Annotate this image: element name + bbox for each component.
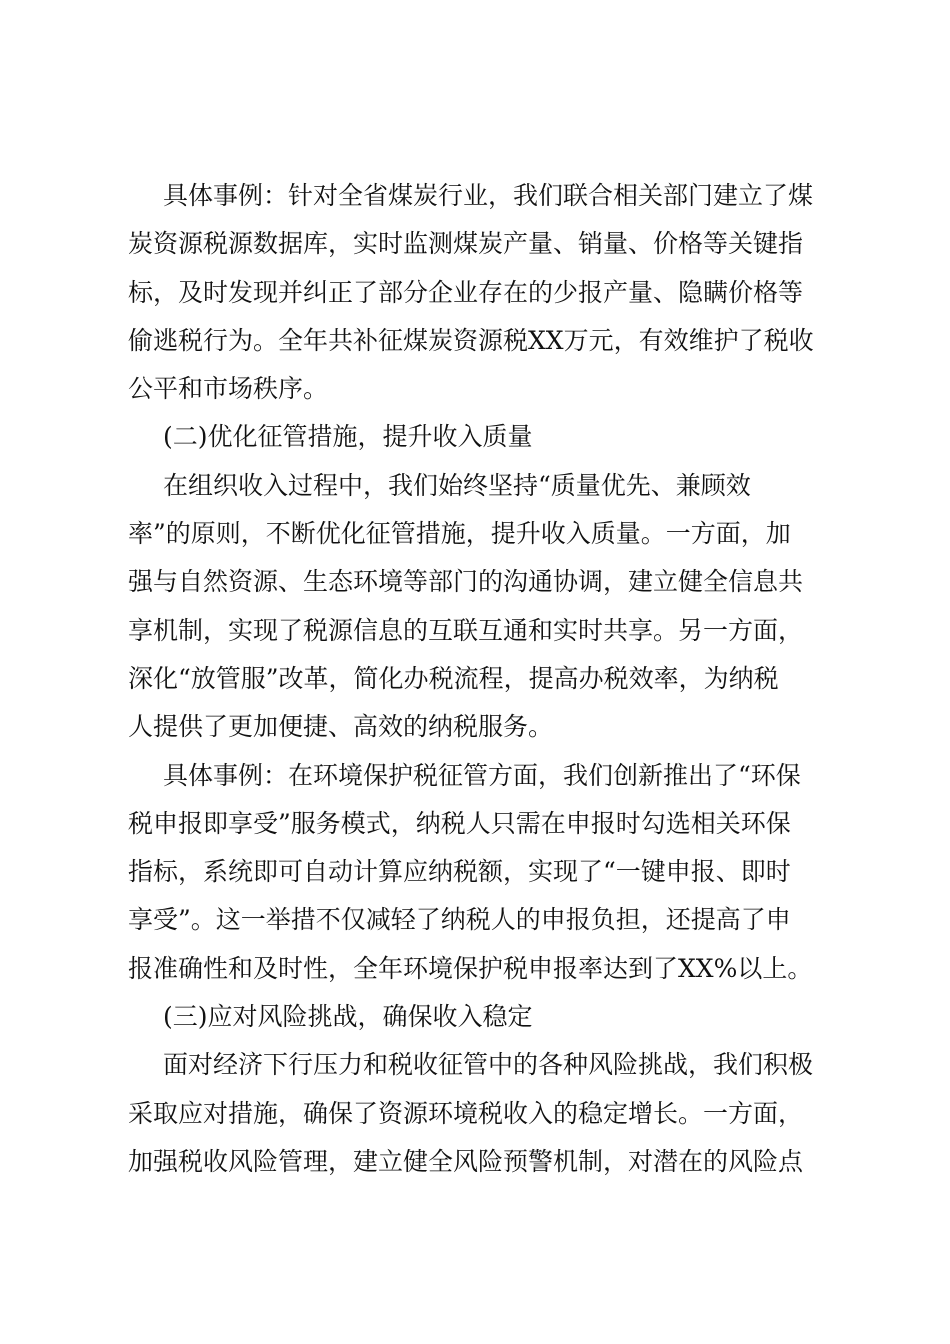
paragraph-line: 公平和市场秩序。 [128, 374, 329, 404]
paragraph-line: 率”的原则，不断优化征管措施，提升收入质量。一方面，加 [128, 519, 791, 549]
paragraph-line: 深化“放管服”改革，简化办税流程，提高办税效率，为纳税 [128, 663, 779, 693]
section-heading: (三)应对风险挑战，确保收入稳定 [163, 1002, 533, 1032]
paragraph-line: 炭资源税源数据库，实时监测煤炭产量、销量、价格等关键指 [128, 229, 804, 259]
paragraph-line: 报准确性和及时性，全年环境保护税申报率达到了XX%以上。 [128, 953, 813, 983]
paragraph-line: 加强税收风险管理，建立健全风险预警机制，对潜在的风险点 [128, 1146, 804, 1176]
paragraph-line: 标，及时发现并纠正了部分企业存在的少报产量、隐瞒价格等 [128, 277, 804, 307]
paragraph-line: 人提供了更加便捷、高效的纳税服务。 [128, 712, 554, 742]
paragraph-line: 采取应对措施，确保了资源环境税收入的稳定增长。一方面， [128, 1098, 804, 1128]
paragraph-line: 指标，系统即可自动计算应纳税额，实现了“一键申报、即时 [128, 857, 791, 887]
paragraph-line: 具体事例：在环境保护税征管方面，我们创新推出了“环保 [163, 760, 801, 790]
document-body [128, 172, 828, 1186]
paragraph-line: 享受”。这一举措不仅减轻了纳税人的申报负担，还提高了申 [128, 905, 791, 935]
paragraph-line: 强与自然资源、生态环境等部门的沟通协调，建立健全信息共 [128, 567, 804, 597]
paragraph-line: 偷逃税行为。全年共补征煤炭资源税XX万元，有效维护了税收 [128, 325, 814, 355]
paragraph-line: 享机制，实现了税源信息的互联互通和实时共享。另一方面， [128, 615, 804, 645]
paragraph-line: 具体事例：针对全省煤炭行业，我们联合相关部门建立了煤 [163, 181, 814, 210]
paragraph-line: 税申报即享受”服务模式，纳税人只需在申报时勾选相关环保 [128, 808, 791, 838]
paragraph-line: 在组织收入过程中，我们始终坚持“质量优先、兼顾效 [163, 470, 751, 500]
section-heading: (二)优化征管措施，提升收入质量 [163, 422, 533, 452]
paragraph-line: 面对经济下行压力和税收征管中的各种风险挑战，我们积极 [163, 1050, 814, 1080]
